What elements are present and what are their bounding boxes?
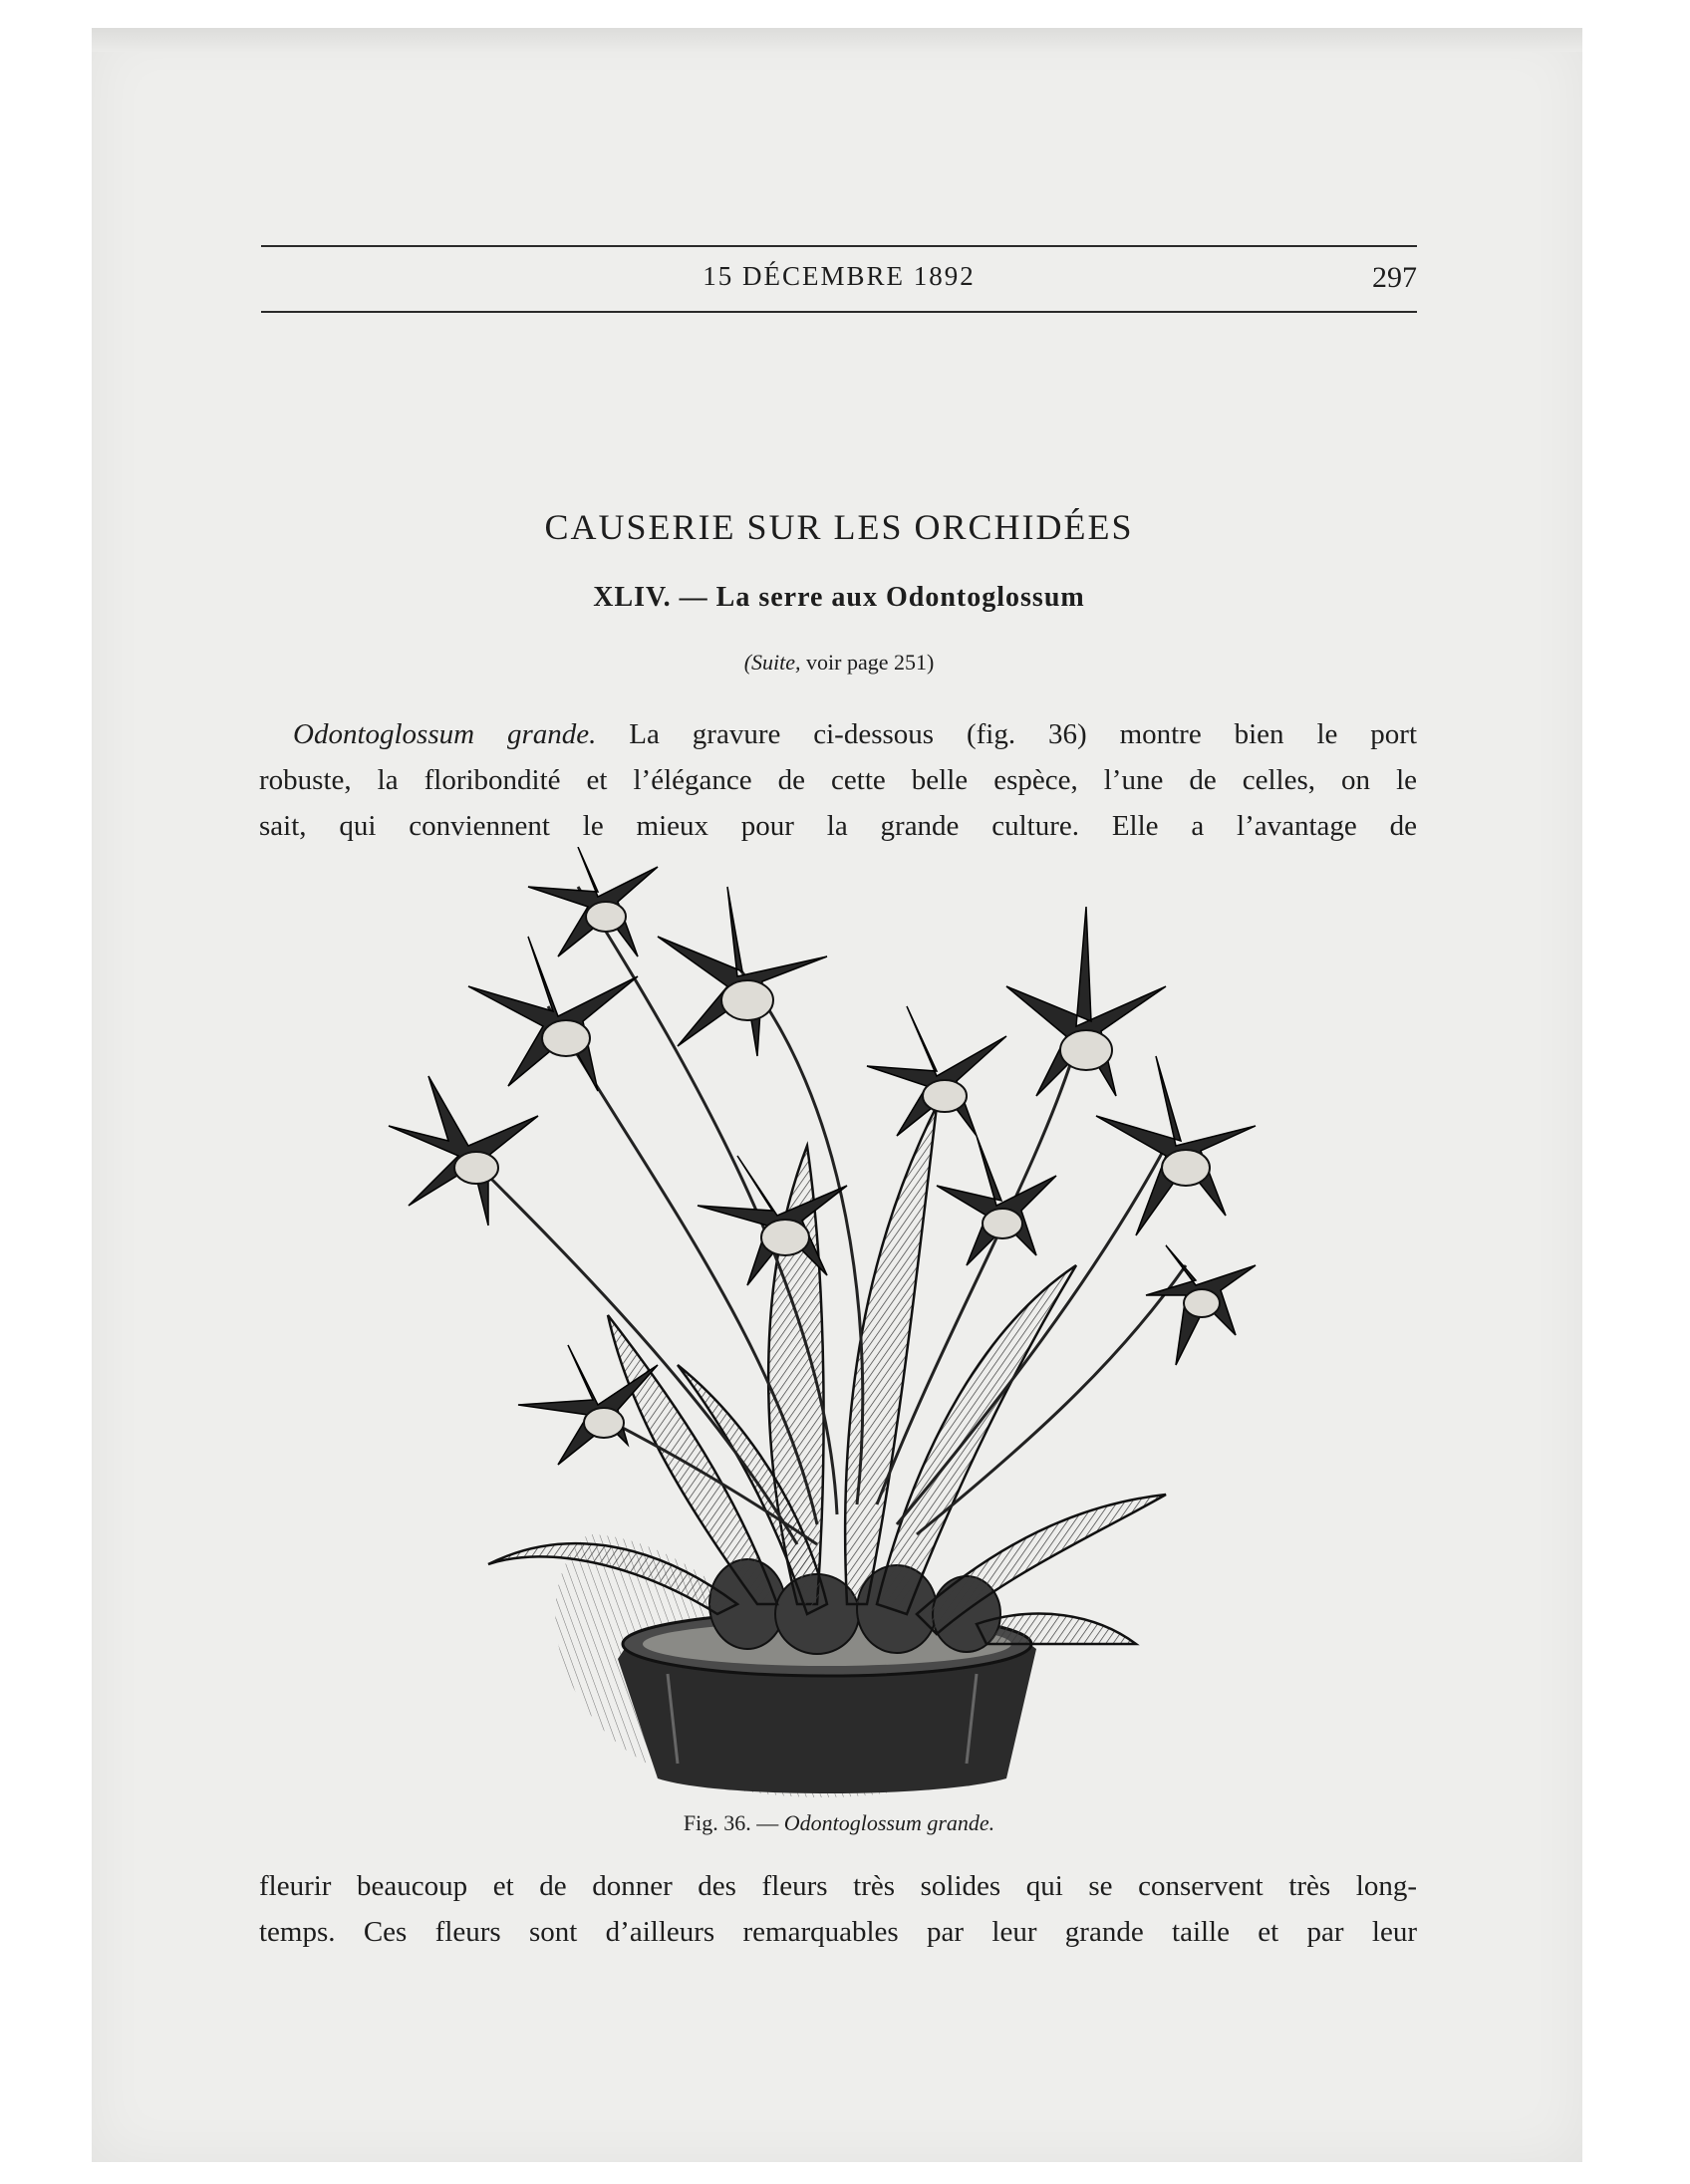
continuation-note [261, 650, 1417, 676]
paragraph-1 [259, 711, 1417, 849]
orchid-engraving [379, 847, 1465, 1813]
running-date: 15 DÉCEMBRE 1892 [703, 261, 976, 291]
caption-prefix: Fig. 36. — [683, 1810, 784, 1835]
paragraph-2-line-2: temps. Ces fleurs sont d’ailleurs remarquables par leur grande taille et par leur [259, 1916, 1417, 1948]
paragraph-1-line-1 [259, 711, 1417, 757]
paragraph-1-line-3: sait, qui conviennent le mieux pour la grande culture. Elle a l’avantage de [259, 810, 1417, 842]
article-title: CAUSERIE SUR LES ORCHIDÉES [544, 507, 1134, 547]
species-name: Odontoglossum grande. [293, 718, 597, 750]
figure-caption [261, 1810, 1417, 1836]
paragraph-1-line-2: robuste, la floribondité et l’élégance de cette belle espèce, l’une de celles, on le [259, 764, 1417, 796]
paragraph-2-line-1: fleurir beaucoup et de donner des fleurs très solides qui se conservent très long- [259, 1870, 1417, 1902]
continuation-rest: voir page 251) [800, 650, 935, 675]
page-number: 297 [1372, 261, 1417, 294]
paragraph-1-line-1-text: La gravure ci-dessous (fig. 36) montre bien le port [596, 718, 1417, 750]
header-rule-bottom [261, 311, 1417, 313]
header-rule-top [261, 245, 1417, 247]
running-head [261, 261, 1417, 305]
scan-edge [92, 28, 1582, 52]
caption-species: Odontoglossum grande. [783, 1810, 995, 1835]
continuation-italic: (Suite, [743, 650, 801, 675]
article-subtitle: XLIV. — La serre aux Odontoglossum [593, 582, 1085, 613]
paragraph-2 [259, 1863, 1417, 1955]
